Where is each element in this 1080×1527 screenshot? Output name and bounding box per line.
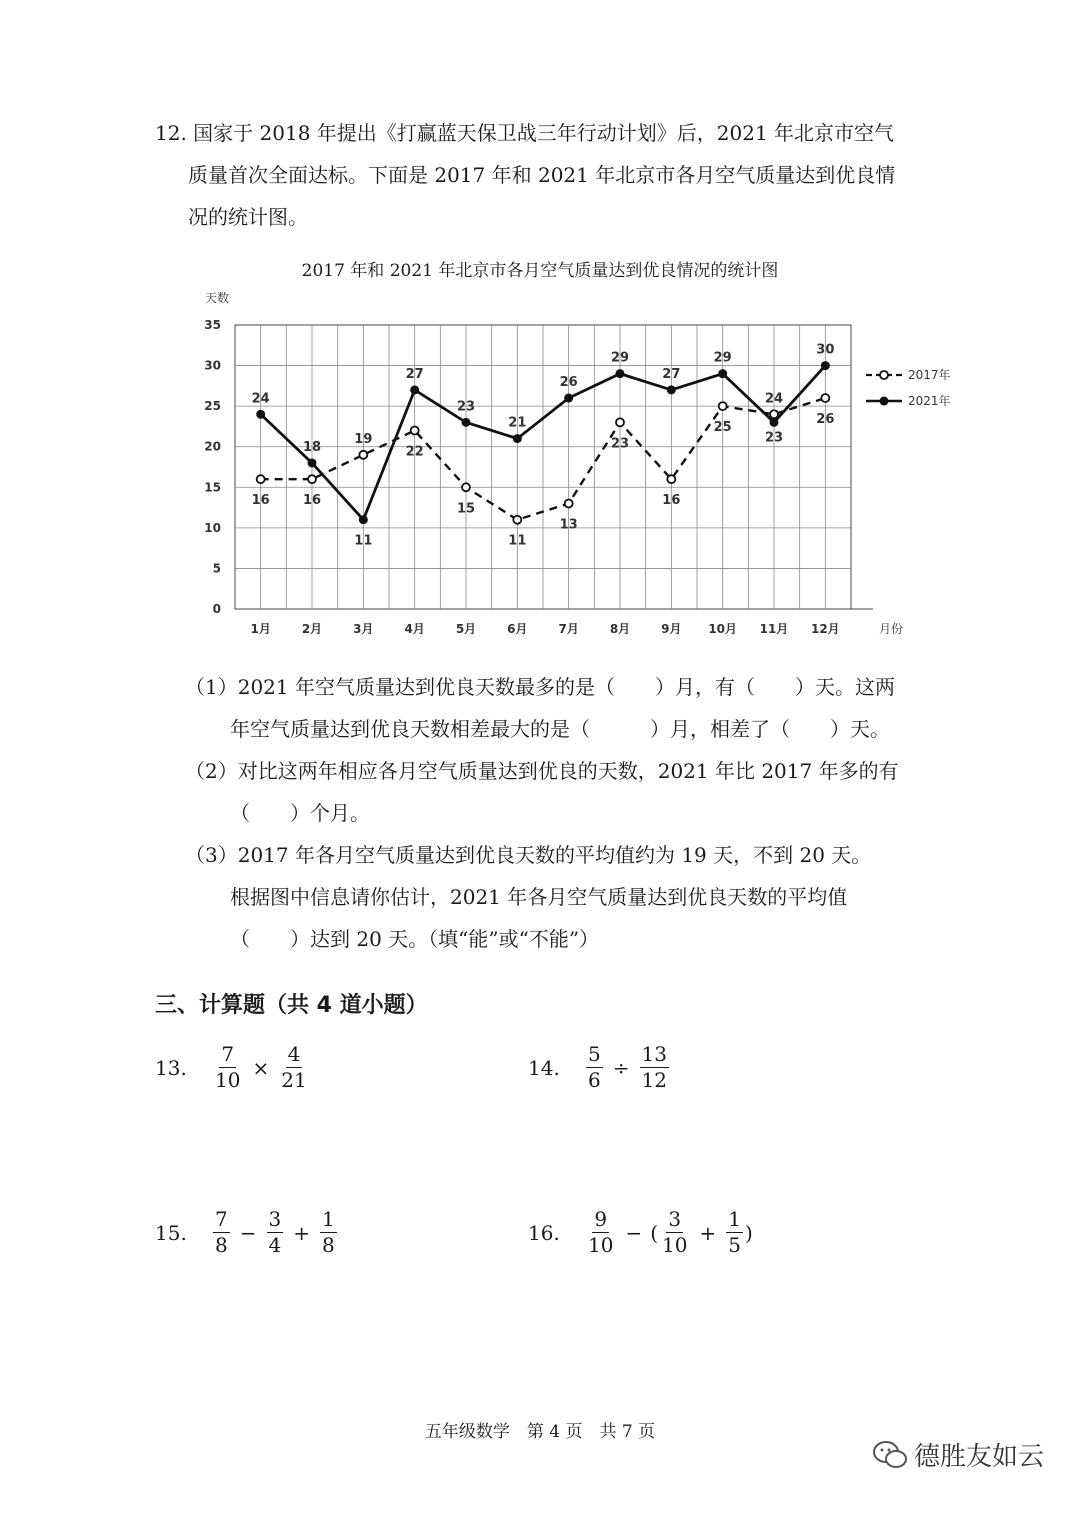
denominator: 21 <box>281 1068 307 1092</box>
x-tick-label: 8月 <box>609 622 631 636</box>
series-2017-data-label: 16 <box>662 493 681 509</box>
series-2017-data-label: 24 <box>764 391 784 407</box>
numerator: 1 <box>728 1207 741 1231</box>
fraction <box>213 1044 242 1091</box>
fraction <box>279 1044 308 1091</box>
numerator: 3 <box>268 1207 282 1231</box>
x-tick-label: 7月 <box>558 622 579 636</box>
series-2017-point <box>462 483 470 491</box>
denominator: 6 <box>588 1068 601 1092</box>
series-2021-point <box>821 361 830 370</box>
series-2021-data-label: 21 <box>508 415 527 431</box>
denominator: 4 <box>268 1233 282 1257</box>
series-2021-data-label: 27 <box>405 366 424 382</box>
operator: × <box>252 1055 270 1080</box>
legend-2017-marker <box>880 371 888 379</box>
subquestion-line: 根据图中信息请你估计，2021 年各月空气质量达到优良天数的平均值 <box>230 885 848 909</box>
denominator: 10 <box>662 1233 688 1257</box>
series-2021-point <box>667 385 676 394</box>
series-2021-data-label: 26 <box>559 375 578 391</box>
series-2021-point <box>308 458 317 467</box>
subquestion-line: （2）对比这两年相应各月空气质量达到优良的天数，2021 年比 2017 年多的有 <box>185 759 899 783</box>
series-2017-data-label: 25 <box>713 420 732 436</box>
series-2017-data-label: 13 <box>559 517 578 533</box>
x-tick-label: 12月 <box>810 622 840 636</box>
subquestion-1 <box>185 666 945 750</box>
series-2017-point <box>359 451 367 459</box>
x-tick-label: 1月 <box>250 622 271 636</box>
series-2017-data-label: 26 <box>816 412 835 428</box>
series-2021-data-label: 24 <box>251 391 270 407</box>
problem-16 <box>528 1209 753 1256</box>
watermark <box>872 1436 1044 1473</box>
series-2021-point <box>462 418 471 427</box>
legend-2021-label: 2021年 <box>908 394 951 408</box>
series-2021-data-label: 18 <box>302 439 322 455</box>
subquestion-2 <box>185 750 945 834</box>
series-2021-point <box>256 410 265 419</box>
section-title: 三、计算题（共 4 道小题） <box>155 993 428 1018</box>
series-2021-data-label: 29 <box>713 350 732 366</box>
x-tick-label: 4月 <box>404 622 425 636</box>
problem-15 <box>155 1209 339 1256</box>
y-tick-label: 10 <box>204 520 221 535</box>
series-2021-data-label: 29 <box>610 350 630 366</box>
x-axis-label: 月份 <box>879 622 904 636</box>
fraction <box>660 1209 689 1256</box>
x-tick-label: 5月 <box>455 622 477 636</box>
denominator: 10 <box>215 1068 241 1092</box>
fraction <box>320 1209 337 1256</box>
series-2021-point <box>718 369 727 378</box>
x-tick-label: 2月 <box>301 622 323 636</box>
series-2017-point <box>308 475 316 483</box>
series-2021-point <box>513 434 522 443</box>
legend-2021-marker <box>880 397 889 406</box>
series-2017-data-label: 15 <box>456 501 476 517</box>
series-2017-point <box>257 475 265 483</box>
problem-number: 15. <box>155 1220 187 1245</box>
series-2021-data-label: 11 <box>354 533 373 549</box>
series-2021-point <box>410 385 419 394</box>
problem-number: 13. <box>155 1055 187 1080</box>
fraction <box>640 1044 669 1091</box>
question-line: 质量首次全面达标。下面是 2017 年和 2021 年北京市各月空气质量达到优良情 <box>188 163 896 187</box>
numerator: 13 <box>641 1042 667 1066</box>
series-2017-data-label: 11 <box>508 533 527 549</box>
series-2017-point <box>411 426 419 434</box>
series-2017-point <box>770 410 778 418</box>
series-2021-point <box>564 394 573 403</box>
problem-number: 16. <box>528 1220 560 1245</box>
denominator: 10 <box>588 1233 614 1257</box>
problem-number: 14. <box>528 1055 560 1080</box>
subquestion-line: （ ）个月。 <box>230 801 370 825</box>
series-2017-data-label: 19 <box>354 431 373 447</box>
numerator: 5 <box>588 1042 601 1066</box>
series-2017-point <box>667 475 675 483</box>
series-2017-point <box>719 402 727 410</box>
series-2021-point <box>770 418 779 427</box>
series-2021-point <box>359 515 368 524</box>
fraction <box>726 1209 743 1256</box>
y-tick-label: 5 <box>212 561 221 576</box>
left-paren: ( <box>650 1220 659 1245</box>
x-tick-label: 9月 <box>661 622 682 636</box>
y-tick-label: 0 <box>212 602 221 616</box>
y-tick-label: 35 <box>204 318 221 332</box>
question-line: 况的统计图。 <box>188 205 308 229</box>
series-2017-point <box>821 394 829 402</box>
right-paren: ) <box>744 1220 753 1245</box>
y-tick-label: 25 <box>204 399 221 414</box>
chart-title: 2017 年和 2021 年北京市各月空气质量达到优良情况的统计图 <box>301 261 779 281</box>
series-2021-data-label: 23 <box>456 399 476 415</box>
series-2017-data-label: 16 <box>251 493 270 509</box>
series-2021-data-label: 30 <box>816 342 835 358</box>
x-tick-label: 6月 <box>507 622 528 636</box>
y-tick-label: 20 <box>204 439 221 454</box>
numerator: 9 <box>594 1207 608 1231</box>
y-tick-label: 30 <box>204 358 221 373</box>
subquestion-line: （1）2021 年空气质量达到优良天数最多的是（ ）月，有（ ）天。这两 <box>185 675 895 699</box>
series-2017-data-label: 22 <box>405 444 424 460</box>
series-2021-data-label: 27 <box>662 366 681 382</box>
fraction <box>586 1044 603 1091</box>
x-tick-label: 11月 <box>759 622 789 636</box>
series-2017-data-label: 23 <box>610 436 630 452</box>
denominator: 8 <box>322 1233 335 1257</box>
fraction <box>586 1209 615 1256</box>
fraction <box>267 1209 284 1256</box>
denominator: 8 <box>215 1233 228 1257</box>
subquestion-line: 年空气质量达到优良天数相差最大的是（ ）月，相差了（ ）天。 <box>230 717 890 741</box>
operator: − <box>625 1220 643 1245</box>
numerator: 7 <box>221 1042 235 1066</box>
numerator: 7 <box>215 1207 228 1231</box>
denominator: 5 <box>728 1233 741 1257</box>
problem-14 <box>528 1044 671 1091</box>
x-tick-label: 10月 <box>708 622 738 636</box>
subquestion-3 <box>185 834 945 960</box>
operator: + <box>293 1220 310 1245</box>
series-2017-point <box>513 516 521 524</box>
question-12-text <box>155 112 955 238</box>
operator: − <box>239 1220 257 1245</box>
series-2017-data-label: 16 <box>302 493 322 509</box>
numerator: 3 <box>668 1207 682 1231</box>
fraction <box>213 1209 230 1256</box>
x-tick-label: 3月 <box>353 622 374 636</box>
series-2021-data-label: 23 <box>764 430 784 446</box>
series-2021-point <box>616 369 625 378</box>
operator: ÷ <box>612 1055 630 1080</box>
operator: + <box>699 1220 717 1245</box>
y-tick-label: 15 <box>204 480 221 495</box>
numerator: 4 <box>287 1042 301 1066</box>
series-2017-point <box>565 500 573 508</box>
series-2017-point <box>616 418 624 426</box>
wechat-icon <box>872 1440 908 1470</box>
line-chart <box>0 280 1080 650</box>
page-footer: 五年级数学 第 4 页 共 7 页 <box>424 1422 656 1442</box>
problem-13 <box>155 1044 311 1091</box>
numerator: 1 <box>322 1207 335 1231</box>
watermark-text: 德胜友如云 <box>914 1442 1045 1472</box>
legend-2017-label: 2017年 <box>908 368 951 382</box>
subquestion-line: （3）2017 年各月空气质量达到优良天数的平均值约为 19 天，不到 20 天。 <box>185 843 872 867</box>
question-line: 12. 国家于 2018 年提出《打赢蓝天保卫战三年行动计划》后，2021 年北京市空气 <box>155 121 895 145</box>
subquestion-line: （ ）达到 20 天。（填“能”或“不能”） <box>230 927 600 951</box>
y-axis-label: 天数 <box>204 291 230 305</box>
denominator: 12 <box>641 1068 667 1092</box>
